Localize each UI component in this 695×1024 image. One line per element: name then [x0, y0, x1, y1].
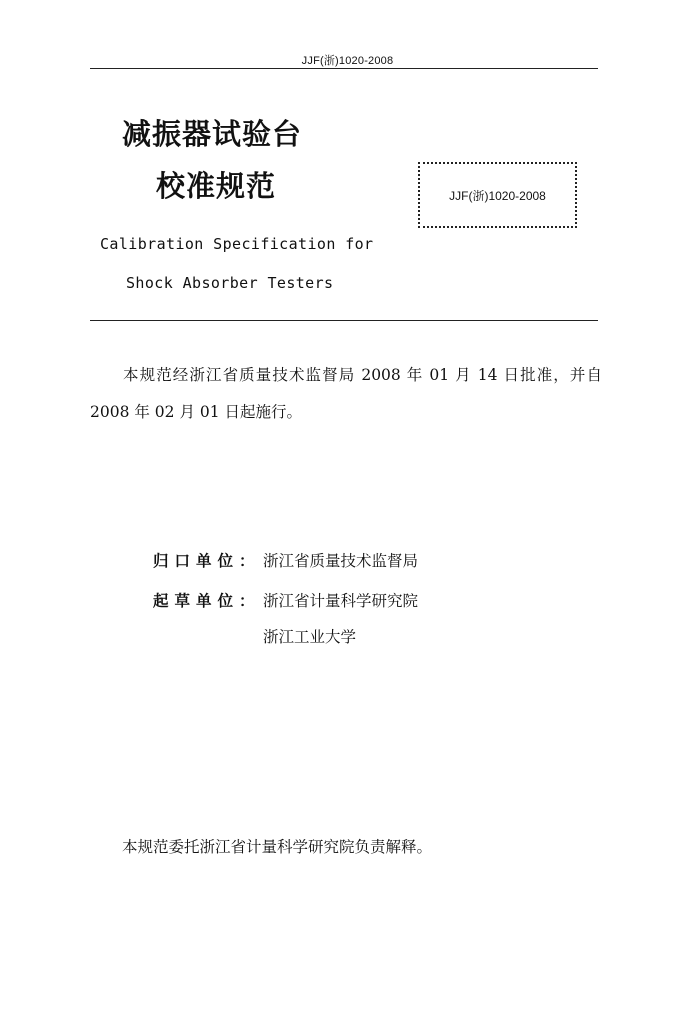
header-divider	[90, 68, 598, 69]
title-chinese-line2: 校准规范	[156, 169, 277, 203]
standard-code-text: JJF(浙)1020-2008	[449, 188, 546, 203]
drafting-unit-row	[153, 590, 418, 612]
title-english-line2: Shock Absorber Testers	[126, 274, 334, 292]
interpretation-statement: 本规范委托浙江省计量科学研究院负责解释。	[122, 838, 433, 856]
responsible-unit-label: 归口单位：	[153, 552, 261, 570]
drafting-unit-value-2: 浙江工业大学	[263, 628, 357, 646]
responsible-unit-value: 浙江省质量技术监督局	[263, 552, 419, 570]
title-english-line1: Calibration Specification for	[100, 235, 374, 253]
running-header-code: JJF(浙)1020-2008	[301, 55, 394, 67]
title-chinese-line1: 减振器试验台	[122, 117, 303, 151]
responsible-unit-row	[153, 550, 418, 572]
standard-code-box	[418, 162, 577, 228]
title-divider	[90, 320, 598, 321]
approval-statement: 本规范经浙江省质量技术监督局 2008 年 01 月 14 日批准，并自 2008 年 02 月 01 日起施行。	[90, 366, 602, 421]
drafting-unit-value-1: 浙江省计量科学研究院	[263, 592, 419, 610]
drafting-unit-value-row-2	[263, 626, 356, 648]
drafting-unit-label: 起草单位：	[153, 592, 261, 610]
